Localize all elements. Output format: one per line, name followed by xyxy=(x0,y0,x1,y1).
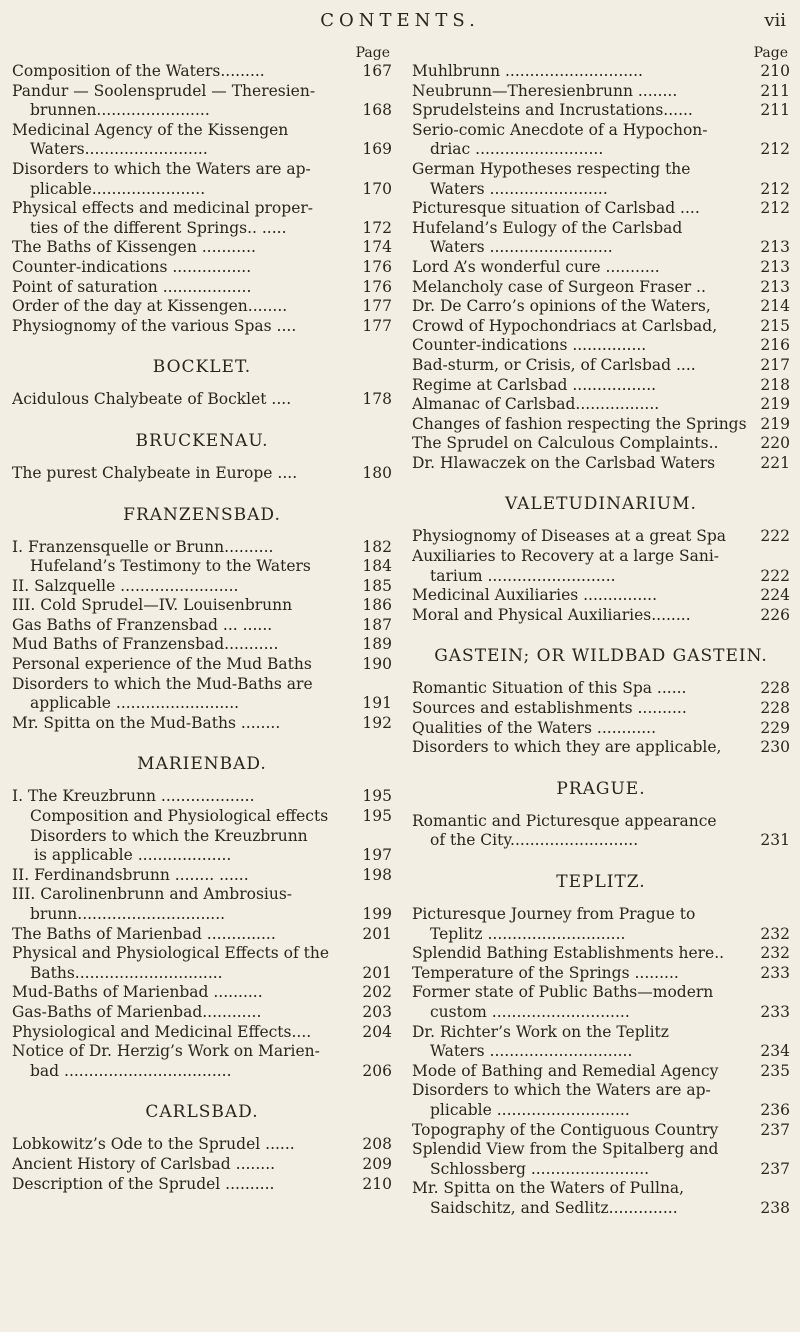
toc-entry-text: Mud-Baths of Marienbad .......... xyxy=(12,983,263,1002)
toc-entry-text: Romantic and Picturesque appearance xyxy=(412,811,717,830)
toc-entry-text: Waters ......................... xyxy=(430,238,613,257)
toc-entry-text: Medicinal Auxiliaries ............... xyxy=(412,586,658,605)
toc-page-number: 218 xyxy=(756,376,790,396)
toc-page-number: 230 xyxy=(756,738,790,758)
toc-page-number: 208 xyxy=(358,1135,392,1155)
toc-entry-text: Teplitz ............................ xyxy=(430,924,626,943)
toc-entry[interactable] xyxy=(12,846,392,866)
section-heading: MARIENBAD. xyxy=(137,754,267,775)
toc-entry[interactable] xyxy=(412,415,790,435)
toc-entry[interactable] xyxy=(12,121,392,141)
toc-entry-text: I. Franzensquelle or Brunn.......... xyxy=(12,537,274,556)
toc-entry[interactable] xyxy=(412,547,790,567)
toc-entry-text: Disorders to which the Kreuzbrunn xyxy=(30,826,308,845)
toc-entry-text: Mr. Spitta on the Waters of Pullna, xyxy=(412,1179,685,1198)
toc-page-number: 197 xyxy=(358,846,392,866)
toc-entry[interactable] xyxy=(12,278,392,298)
toc-page-number: 234 xyxy=(756,1042,790,1062)
section-heading: BRUCKENAU. xyxy=(135,430,269,451)
toc-entry[interactable] xyxy=(412,1101,790,1121)
toc-page-number: 176 xyxy=(358,258,392,278)
toc-entry[interactable] xyxy=(12,219,392,239)
toc-entry-text: Qualities of the Waters ............ xyxy=(412,718,657,737)
toc-entry[interactable] xyxy=(12,1042,392,1062)
toc-entry-text: The Sprudel on Calculous Complaints.. xyxy=(412,434,719,453)
toc-entry-text: Temperature of the Springs ......... xyxy=(412,963,679,982)
toc-entry-text: II. Salzquelle ........................ xyxy=(12,576,239,595)
toc-page-number: 168 xyxy=(358,101,392,121)
toc-entry-text: Acidulous Chalybeate of Bocklet .... xyxy=(12,390,292,409)
toc-page-number: 235 xyxy=(756,1062,790,1082)
toc-entry[interactable] xyxy=(12,944,392,964)
section-heading: FRANZENSBAD. xyxy=(123,504,281,525)
toc-entry-text: Almanac of Carlsbad................. xyxy=(412,395,660,414)
toc-page-number: 195 xyxy=(358,787,392,807)
toc-entry-text: Physical effects and medicinal proper- xyxy=(12,199,314,218)
toc-page-number: 229 xyxy=(756,719,790,739)
toc-entry-text: Mud Baths of Franzensbad........... xyxy=(12,635,279,654)
toc-page-number: 213 xyxy=(756,278,790,298)
toc-entry[interactable] xyxy=(12,866,392,886)
toc-entry[interactable] xyxy=(412,586,790,606)
toc-entry-text: applicable ......................... xyxy=(30,694,240,713)
toc-entry[interactable] xyxy=(412,964,790,984)
toc-entry[interactable] xyxy=(412,454,790,474)
toc-entry[interactable] xyxy=(12,983,392,1003)
toc-entry-text: tarium .......................... xyxy=(430,566,616,585)
toc-page-number: 232 xyxy=(756,944,790,964)
toc-entry[interactable] xyxy=(12,82,392,102)
toc-page-number: 219 xyxy=(756,395,790,415)
toc-entry-text: Regime at Carlsbad ................. xyxy=(412,375,657,394)
toc-entry-text: Lord A’s wonderful cure ........... xyxy=(412,257,660,276)
toc-entry[interactable] xyxy=(412,160,790,180)
toc-entry[interactable] xyxy=(412,1003,790,1023)
toc-entry[interactable] xyxy=(412,1081,790,1101)
toc-entry-text: III. Cold Sprudel—IV. Louisenbrunn xyxy=(12,596,293,615)
toc-entry[interactable] xyxy=(12,596,392,616)
toc-entry-text: III. Carolinenbrunn and Ambrosius- xyxy=(12,885,293,904)
toc-entry-text: Disorders to which they are applicable, xyxy=(412,738,722,757)
toc-entry[interactable] xyxy=(12,1155,392,1175)
toc-entry-text: bad .................................. xyxy=(30,1061,232,1080)
toc-page-number: 170 xyxy=(358,180,392,200)
toc-entry-text: Picturesque Journey from Prague to xyxy=(412,905,696,923)
toc-entry-text: Physiological and Medicinal Effects.... xyxy=(12,1022,312,1041)
toc-entry-text: Notice of Dr. Herzig’s Work on Marien- xyxy=(12,1042,320,1061)
toc-page-number: 237 xyxy=(756,1121,790,1141)
toc-entry[interactable] xyxy=(412,1062,790,1082)
toc-page-number: 206 xyxy=(358,1062,392,1082)
toc-entry[interactable] xyxy=(412,62,790,82)
toc-entry-text: Composition and Physiological effects xyxy=(30,807,329,826)
toc-entry[interactable] xyxy=(12,1062,392,1082)
toc-page-number: 217 xyxy=(756,356,790,376)
toc-entry-text: Mr. Spitta on the Mud-Baths ........ xyxy=(12,713,281,732)
toc-page-number: 211 xyxy=(756,101,790,121)
toc-entry[interactable] xyxy=(12,258,392,278)
section-heading: GASTEIN; OR WILDBAD GASTEIN. xyxy=(434,646,768,667)
toc-entry[interactable] xyxy=(412,297,790,317)
toc-entry[interactable] xyxy=(12,238,392,258)
page-number: vii xyxy=(764,10,786,31)
toc-entry[interactable] xyxy=(12,101,392,121)
toc-entry[interactable] xyxy=(412,831,790,851)
toc-entry[interactable] xyxy=(412,336,790,356)
toc-entry-text: Lobkowitz’s Ode to the Sprudel ...... xyxy=(12,1135,295,1154)
toc-entry[interactable] xyxy=(12,694,392,714)
toc-entry[interactable] xyxy=(412,679,790,699)
toc-entry-text: Personal experience of the Mud Baths xyxy=(12,655,312,674)
toc-page-number: 176 xyxy=(358,278,392,298)
toc-page-number: 186 xyxy=(358,596,392,616)
toc-page-number: 221 xyxy=(756,454,790,474)
toc-entry[interactable] xyxy=(412,356,790,376)
toc-entry[interactable] xyxy=(12,317,392,337)
toc-entry-text: The Baths of Kissengen ........... xyxy=(12,238,256,257)
toc-entry[interactable] xyxy=(12,675,392,695)
toc-page-number: 220 xyxy=(756,434,790,454)
toc-entry[interactable] xyxy=(412,258,790,278)
toc-entry[interactable] xyxy=(412,983,790,1003)
toc-entry[interactable] xyxy=(412,121,790,141)
toc-page-number: 201 xyxy=(358,925,392,945)
toc-page-number: 233 xyxy=(756,964,790,984)
toc-entry-text: Sources and establishments .......... xyxy=(412,699,687,718)
toc-page-number: 180 xyxy=(358,464,392,484)
toc-page-number: 210 xyxy=(358,1175,392,1195)
toc-entry[interactable] xyxy=(412,199,790,219)
toc-entry[interactable] xyxy=(12,140,392,160)
left-column xyxy=(12,44,392,1194)
toc-entry[interactable] xyxy=(12,714,392,734)
toc-entry[interactable] xyxy=(12,62,392,82)
toc-entry-text: Disorders to which the Waters are ap- xyxy=(12,159,311,178)
toc-page-number: 177 xyxy=(358,297,392,317)
toc-entry[interactable] xyxy=(412,925,790,945)
toc-entry-text: Medicinal Agency of the Kissengen xyxy=(12,120,289,139)
toc-page-number: 224 xyxy=(756,586,790,606)
toc-page-number: 222 xyxy=(756,527,790,547)
toc-page-number: 204 xyxy=(358,1023,392,1043)
toc-entry[interactable] xyxy=(412,738,790,758)
toc-entry[interactable] xyxy=(12,199,392,219)
section-heading: PRAGUE. xyxy=(556,778,646,799)
toc-entry-text: Waters......................... xyxy=(30,140,208,159)
toc-entry[interactable] xyxy=(412,1121,790,1141)
toc-entry[interactable] xyxy=(12,964,392,984)
toc-entry-text: plicable ........................... xyxy=(430,1100,630,1119)
toc-entry-text: Crowd of Hypochondriacs at Carlsbad, xyxy=(412,316,718,335)
toc-page-number: 182 xyxy=(358,538,392,558)
toc-page-number: 202 xyxy=(358,983,392,1003)
toc-entry-text: Counter-indications ................ xyxy=(12,257,252,276)
toc-page-number: 232 xyxy=(756,925,790,945)
toc-entry-text: ties of the different Springs.. ..... xyxy=(30,218,287,237)
toc-entry[interactable] xyxy=(412,567,790,587)
toc-entry-text: Waters ........................ xyxy=(430,179,608,198)
toc-page-number: 185 xyxy=(358,577,392,597)
toc-entry[interactable] xyxy=(412,317,790,337)
toc-entry[interactable] xyxy=(412,606,790,626)
toc-page-number: 213 xyxy=(756,238,790,258)
toc-page-number: 226 xyxy=(756,606,790,626)
toc-entry-text: The purest Chalybeate in Europe .... xyxy=(12,463,298,482)
section-heading: TEPLITZ. xyxy=(556,872,646,892)
section-heading: VALETUDINARIUM. xyxy=(505,494,697,515)
toc-entry-text: Physiognomy of Diseases at a great Spa xyxy=(412,527,727,546)
toc-page-number: 214 xyxy=(756,297,790,317)
toc-page-number: 169 xyxy=(358,140,392,160)
toc-entry[interactable] xyxy=(412,140,790,160)
toc-page-number: 228 xyxy=(756,679,790,699)
toc-entry[interactable] xyxy=(12,1023,392,1043)
toc-entry-text: Splendid Bathing Establishments here.. xyxy=(412,944,725,963)
toc-page-number: 236 xyxy=(756,1101,790,1121)
toc-page-number: 210 xyxy=(756,62,790,82)
toc-page-number: 222 xyxy=(756,567,790,587)
toc-entry[interactable] xyxy=(412,905,790,925)
toc-entry-text: Neubrunn—Theresienbrunn ........ xyxy=(412,81,678,100)
toc-page-number: 216 xyxy=(756,336,790,356)
toc-entry[interactable] xyxy=(12,297,392,317)
toc-page-number: 178 xyxy=(358,390,392,410)
toc-page-number: 211 xyxy=(756,82,790,102)
toc-page-number: 203 xyxy=(358,1003,392,1023)
toc-entry-text: Dr. Hlawaczek on the Carlsbad Waters xyxy=(412,453,716,472)
toc-entry[interactable] xyxy=(412,82,790,102)
toc-page-number: 190 xyxy=(358,655,392,675)
toc-entry-text: Muhlbrunn ............................ xyxy=(412,62,643,80)
toc-entry-text: Composition of the Waters......... xyxy=(12,62,265,80)
toc-entry-text: Hufeland’s Eulogy of the Carlsbad xyxy=(412,218,683,237)
section-heading: BOCKLET. xyxy=(152,357,252,378)
toc-entry[interactable] xyxy=(12,905,392,925)
toc-entry-text: Bad-sturm, or Crisis, of Carlsbad .... xyxy=(412,355,696,374)
toc-entry-text: Waters ............................. xyxy=(430,1042,633,1061)
toc-page-number: 238 xyxy=(756,1199,790,1219)
toc-page-number: 187 xyxy=(358,616,392,636)
toc-page-number: 228 xyxy=(756,699,790,719)
toc-entry-text: Former state of Public Baths—modern xyxy=(412,983,714,1002)
toc-page-number: 209 xyxy=(358,1155,392,1175)
toc-entry[interactable] xyxy=(412,238,790,258)
running-head xyxy=(0,6,800,36)
toc-entry-text: plicable....................... xyxy=(30,179,206,198)
toc-entry[interactable] xyxy=(412,434,790,454)
toc-entry-text: Auxiliaries to Recovery at a large Sani- xyxy=(412,547,720,566)
toc-entry-text: Dr. Richter’s Work on the Teplitz xyxy=(412,1022,669,1041)
toc-entry-text: Baths.............................. xyxy=(30,963,223,982)
toc-entry[interactable] xyxy=(412,395,790,415)
toc-entry-text: Disorders to which the Mud-Baths are xyxy=(12,674,313,693)
toc-entry-text: Gas-Baths of Marienbad............ xyxy=(12,1002,262,1021)
toc-entry[interactable] xyxy=(412,719,790,739)
toc-page-number: 192 xyxy=(358,714,392,734)
toc-entry-text: The Baths of Marienbad .............. xyxy=(12,924,276,943)
toc-entry-text: Ancient History of Carlsbad ........ xyxy=(12,1154,276,1173)
toc-entry-text: Hufeland’s Testimony to the Waters xyxy=(30,557,311,576)
toc-page-number: 177 xyxy=(358,317,392,337)
toc-page-number: 195 xyxy=(358,807,392,827)
toc-entry-text: Melancholy case of Surgeon Fraser .. xyxy=(412,277,706,296)
toc-entry[interactable] xyxy=(12,557,392,577)
toc-entry-text: Topography of the Contiguous Country xyxy=(412,1120,719,1139)
toc-entry-text: Splendid View from the Spitalberg and xyxy=(412,1140,719,1159)
toc-entry[interactable] xyxy=(12,390,392,410)
toc-entry[interactable] xyxy=(412,1023,790,1043)
toc-entry[interactable] xyxy=(12,180,392,200)
toc-entry[interactable] xyxy=(412,219,790,239)
page-column-label: Page xyxy=(355,45,390,61)
toc-entry[interactable] xyxy=(12,538,392,558)
toc-page-number: 231 xyxy=(756,831,790,851)
toc-entry[interactable] xyxy=(412,1179,790,1199)
toc-entry[interactable] xyxy=(12,577,392,597)
toc-entry-text: Picturesque situation of Carlsbad .... xyxy=(412,199,700,218)
toc-entry-text: of the City.......................... xyxy=(430,831,639,850)
toc-entry[interactable] xyxy=(12,787,392,807)
toc-entry-text: Changes of fashion respecting the Springs xyxy=(412,414,747,433)
toc-page-number: 167 xyxy=(358,62,392,82)
toc-page-number: 233 xyxy=(756,1003,790,1023)
toc-entry-text: Dr. De Carro’s opinions of the Waters, xyxy=(412,297,711,316)
toc-entry[interactable] xyxy=(412,1140,790,1160)
toc-page-number: 191 xyxy=(358,694,392,714)
toc-page-number: 198 xyxy=(358,866,392,886)
page-title: CONTENTS. xyxy=(320,10,480,31)
toc-page-number: 172 xyxy=(358,219,392,239)
toc-page-number: 212 xyxy=(756,199,790,219)
toc-entry[interactable] xyxy=(12,1175,392,1195)
toc-page-number: 174 xyxy=(358,238,392,258)
toc-entry[interactable] xyxy=(12,635,392,655)
toc-entry-text: Description of the Sprudel .......... xyxy=(12,1174,275,1193)
toc-entry-text: Schlossberg ........................ xyxy=(430,1159,650,1178)
toc-entry-text: Gas Baths of Franzensbad ... ...... xyxy=(12,615,273,634)
toc-page-number: 213 xyxy=(756,258,790,278)
toc-entry[interactable] xyxy=(12,1003,392,1023)
toc-entry[interactable] xyxy=(12,827,392,847)
toc-entry[interactable] xyxy=(412,376,790,396)
toc-page-number: 199 xyxy=(358,905,392,925)
toc-page-number: 237 xyxy=(756,1160,790,1180)
toc-entry-text: Moral and Physical Auxiliaries........ xyxy=(412,605,691,624)
toc-entry[interactable] xyxy=(12,160,392,180)
toc-entry-text: Saidschitz, and Sedlitz.............. xyxy=(430,1198,678,1217)
toc-entry[interactable] xyxy=(12,925,392,945)
toc-entry-text: Romantic Situation of this Spa ...... xyxy=(412,679,687,698)
toc-entry[interactable] xyxy=(12,616,392,636)
toc-entry-text: Serio-comic Anecdote of a Hypochon- xyxy=(412,120,708,139)
toc-entry[interactable] xyxy=(412,180,790,200)
toc-entry-text: Mode of Bathing and Remedial Agency xyxy=(412,1061,719,1080)
toc-entry-text: German Hypotheses respecting the xyxy=(412,159,691,178)
toc-entry-text: Pandur — Soolensprudel — Theresien- xyxy=(12,81,316,100)
toc-entry-text: Point of saturation .................. xyxy=(12,277,252,296)
toc-entry-text: Disorders to which the Waters are ap- xyxy=(412,1081,711,1100)
toc-page-number: 184 xyxy=(358,557,392,577)
toc-entry[interactable] xyxy=(412,699,790,719)
right-column xyxy=(412,44,790,1219)
toc-entry-text: I. The Kreuzbrunn ................... xyxy=(12,787,255,806)
toc-entry[interactable] xyxy=(12,807,392,827)
toc-entry-text: brunn.............................. xyxy=(30,905,226,923)
toc-entry-text: Physical and Physiological Effects of the xyxy=(12,944,330,963)
toc-entry[interactable] xyxy=(412,1160,790,1180)
toc-entry-text: Order of the day at Kissengen........ xyxy=(12,297,288,316)
toc-entry[interactable] xyxy=(12,1135,392,1155)
section-heading: CARLSBAD. xyxy=(145,1102,259,1123)
toc-page-number: 212 xyxy=(756,180,790,200)
toc-entry[interactable] xyxy=(412,1199,790,1219)
toc-entry[interactable] xyxy=(412,527,790,547)
toc-entry[interactable] xyxy=(412,101,790,121)
toc-entry-text: custom ............................ xyxy=(430,1002,630,1021)
toc-entry-text: II. Ferdinandsbrunn ........ ...... xyxy=(12,865,249,884)
toc-entry-text: driac .......................... xyxy=(430,140,604,159)
toc-entry[interactable] xyxy=(412,278,790,298)
toc-page-number: 189 xyxy=(358,635,392,655)
toc-page-number: 215 xyxy=(756,317,790,337)
toc-entry-text: Counter-indications ............... xyxy=(412,336,647,355)
toc-entry-text: Physiognomy of the various Spas .... xyxy=(12,316,297,335)
toc-entry-text: brunnen....................... xyxy=(30,101,210,120)
toc-page-number: 201 xyxy=(358,964,392,984)
toc-entry-text: is applicable ................... xyxy=(34,846,232,865)
toc-entry[interactable] xyxy=(412,812,790,832)
page-column-label: Page xyxy=(753,45,788,61)
toc-entry[interactable] xyxy=(12,885,392,905)
toc-entry[interactable] xyxy=(412,944,790,964)
toc-entry[interactable] xyxy=(12,655,392,675)
toc-entry-text: Sprudelsteins and Incrustations...... xyxy=(412,101,693,120)
toc-page-number: 212 xyxy=(756,140,790,160)
toc-page-number: 219 xyxy=(756,415,790,435)
toc-entry[interactable] xyxy=(12,464,392,484)
toc-entry[interactable] xyxy=(412,1042,790,1062)
